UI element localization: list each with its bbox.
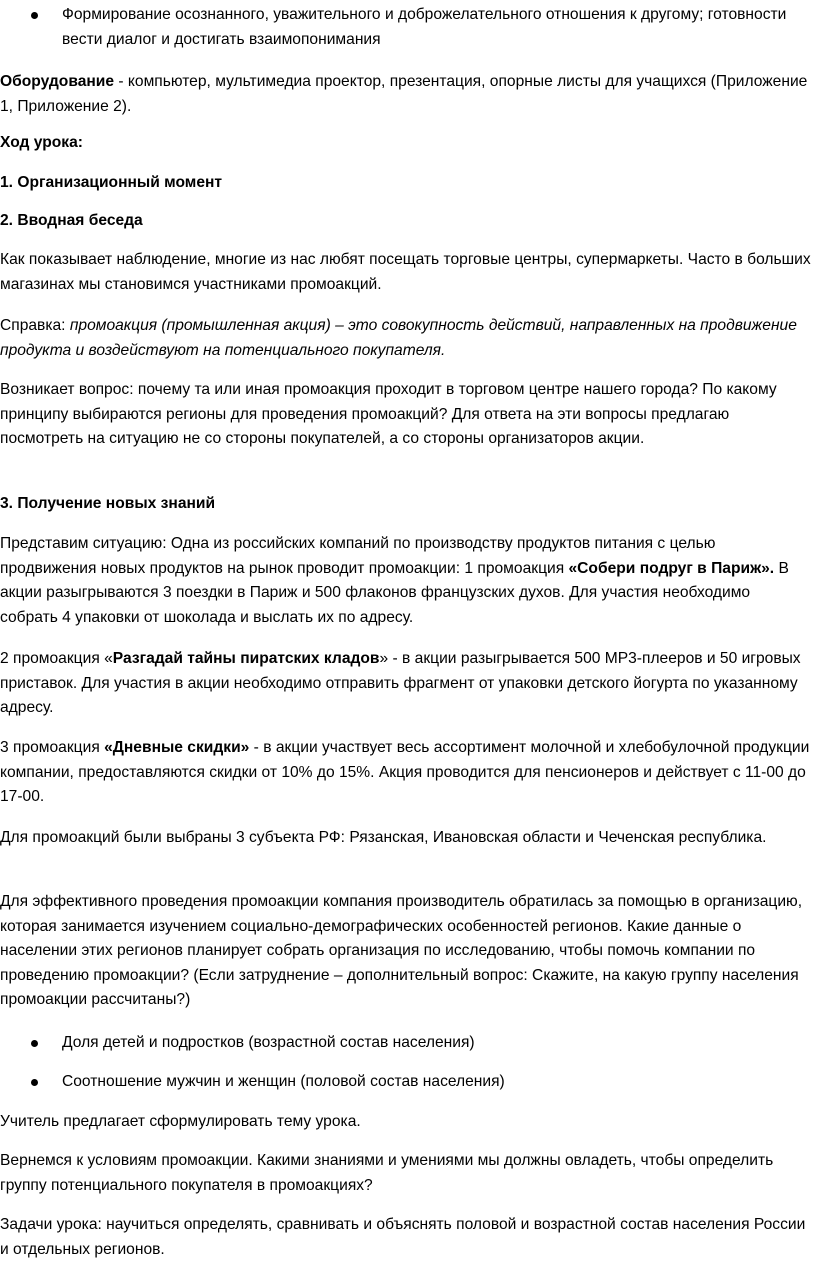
equipment-paragraph (0, 70, 812, 119)
equipment-text: - компьютер, мультимедиа проектор, презентация, опорные листы для учащихся (Приложение 1, Приложение 2). (0, 73, 808, 115)
bullet-icon (31, 1079, 38, 1086)
list-item (0, 3, 812, 52)
promo1-after: В акции разыгрываются 3 поездки в Париж и 500 флаконов французских духов. Для участия необходимо собрать 4 упаковки от шоколада и выслать их по адресу. (0, 559, 789, 626)
step2-heading: 2. Вводная беседа (0, 212, 143, 229)
intro-paragraph: Как показывает наблюдение, многие из нас любят посещать торговые центры, супермаркеты. Часто в больших магазинах мы становимся участниками промоакций. (0, 251, 811, 293)
tasks-paragraph: Задачи урока: научиться определять, сравнивать и объяснять половой и возрастной состав населения России и отдельных регионов. (0, 1216, 806, 1258)
research-paragraph: Для эффективного проведения промоакции компания производитель обратилась за помощью в организацию, которая занимается изучением социально-демографических особенностей регионов. Какие данные о населении этих регионов планирует собрать организация по исследованию, чтобы помочь компании по проведению промоакции? (Если затруднение – дополнительный вопрос: Скажите, на какую группу населения промоакции рассчитаны?) (0, 893, 803, 1008)
bullet-icon (31, 1040, 38, 1047)
regions-paragraph: Для промоакций были выбраны 3 субъекта РФ: Рязанская, Ивановская области и Чеченская республика. (0, 829, 767, 846)
promo3-before: 3 промоакция (0, 739, 105, 756)
goal-bullet-text: Формирование осознанного, уважительного и доброжелательного отношения к другому; готовности вести диалог и достигать взаимопонимания (62, 6, 787, 48)
list-item (0, 1070, 812, 1095)
teacher-paragraph: Учитель предлагает сформулировать тему урока. (0, 1113, 361, 1130)
equipment-label: Оборудование (0, 73, 115, 90)
bullet-icon (31, 12, 38, 19)
list-item (0, 1031, 812, 1056)
promo1-paragraph (0, 532, 812, 630)
promo3-name: «Дневные скидки» (104, 739, 250, 756)
data-bullet-text: Соотношение мужчин и женщин (половой состав населения) (62, 1073, 505, 1090)
promo2-name: Разгадай тайны пиратских кладов (112, 650, 380, 667)
reference-text: промоакция (промышленная акция) – это совокупность действий, направленных на продвижение продукта и воздействуют на потенциального покупателя. (0, 317, 797, 359)
promo3-after: - в акции участвует весь ассортимент молочной и хлебобулочной продукции компании, предоставляются скидки от 10% до 15%. Акция проводится для пенсионеров и действует с 11-00 до 17-00. (0, 739, 810, 805)
step1-heading: 1. Организационный момент (0, 174, 223, 191)
question-paragraph: Возникает вопрос: почему та или иная промоакция проходит в торговом центре нашего города? По какому принципу выбираются регионы для проведения промоакций? Для ответа на эти вопросы предлагаю посмотреть на ситуацию не со стороны покупателей, а со стороны организаторов акции. (0, 381, 777, 447)
step3-heading: 3. Получение новых знаний (0, 495, 216, 512)
promo2-paragraph (0, 647, 812, 721)
reference-paragraph (0, 314, 812, 363)
return-paragraph: Вернемся к условиям промоакции. Какими знаниями и умениями мы должны овладеть, чтобы определить группу потенциального покупателя в промоакциях? (0, 1152, 774, 1194)
lesson-progress-heading: Ход урока: (0, 134, 83, 151)
promo1-before: Представим ситуацию: Одна из российских компаний по производству продуктов питания с целью продвижения новых продуктов на рынок проводит промоакции: 1 промоакция (0, 535, 716, 577)
reference-label: Справка: (0, 317, 70, 334)
promo2-after: » - в акции разыгрывается 500 МР3-плееров и 50 игровых приставок. Для участия в акции необходимо отправить фрагмент от упаковки детского йогурта по указанному адресу. (0, 650, 801, 716)
promo1-name: «Собери подруг в Париж». (568, 559, 775, 577)
promo2-before: 2 промоакция « (0, 650, 113, 667)
promo3-paragraph (0, 736, 812, 810)
data-bullet-text: Доля детей и подростков (возрастной состав населения) (62, 1034, 475, 1051)
